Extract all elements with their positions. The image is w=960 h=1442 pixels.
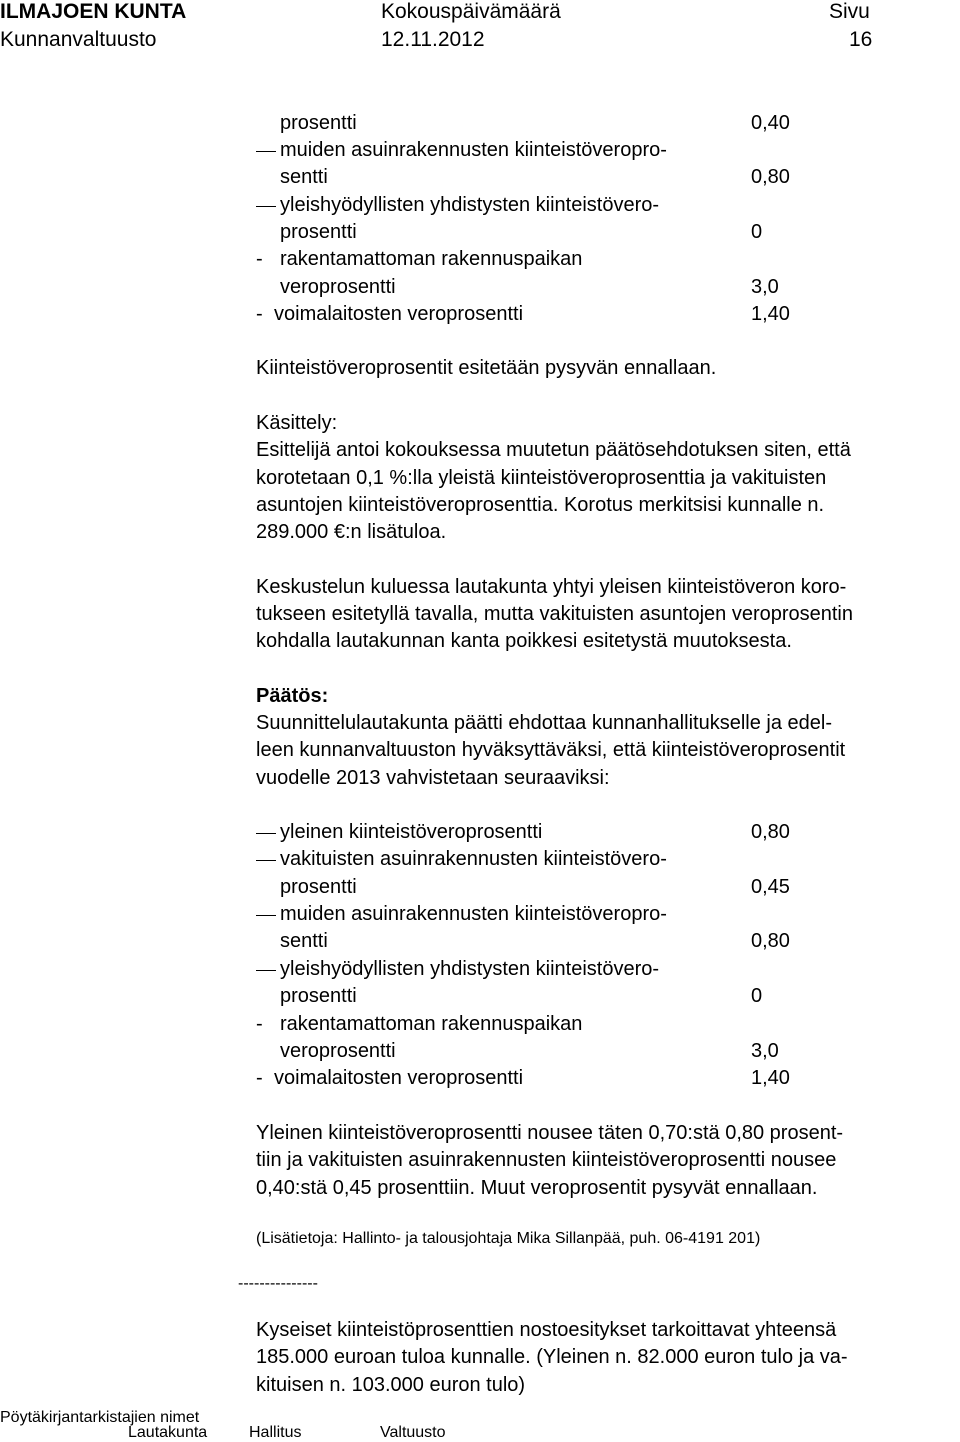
list-item-value: 0,80	[751, 821, 790, 843]
list-item-label: voimalaitosten veroprosentti	[274, 303, 524, 325]
hyphen-bullet: -	[256, 248, 263, 270]
list-item-value: 3,0	[751, 276, 779, 298]
list-item-value: 0,80	[751, 166, 790, 188]
paragraph-line: asuntojen kiinteistöveroprosenttia. Korotus merkitsisi kunnalle n.	[256, 494, 825, 516]
meeting-body: Kunnanvaltuusto	[0, 28, 157, 51]
footer-col-lautakunta: Lautakunta	[128, 1424, 208, 1441]
list-item-label: yleinen kiinteistöveroprosentti	[280, 821, 543, 843]
list-item-label: rakentamattoman rakennuspaikan	[280, 1013, 583, 1035]
hyphen-bullet: -	[256, 1013, 263, 1035]
page-label: Sivu	[829, 0, 870, 23]
paragraph-line: tiin ja vakituisten asuinrakennusten kiinteistöveroprosentti nousee	[256, 1149, 837, 1171]
page-number: 16	[849, 28, 873, 51]
list-item-value: 1,40	[751, 303, 790, 325]
list-item-label: rakentamattoman rakennuspaikan	[280, 248, 583, 270]
list-item-value: 0	[751, 221, 763, 243]
paragraph-line: kohdalla lautakunnan kanta poikkesi esitetystä muutoksesta.	[256, 630, 792, 652]
dash-bullet-icon	[256, 151, 276, 152]
paragraph-line: Yleinen kiinteistöveroprosentti nousee täten 0,70:stä 0,80 prosent-	[256, 1122, 844, 1144]
list-item-value: 0,80	[751, 930, 790, 952]
dash-bullet-icon	[256, 970, 276, 971]
section-heading-paatos: Päätös:	[256, 685, 329, 707]
hyphen-bullet: -	[256, 303, 263, 325]
date-label: Kokouspäivämäärä	[381, 0, 561, 23]
paragraph-line: Keskustelun kuluessa lautakunta yhtyi yleisen kiinteistöveron koro-	[256, 576, 847, 598]
list-item-label: yleishyödyllisten yhdistysten kiinteistövero-	[280, 958, 660, 980]
list-item-label: muiden asuinrakennusten kiinteistöveropro-	[280, 903, 667, 925]
list-item-value: 0	[751, 985, 763, 1007]
list-item-label: veroprosentti	[280, 276, 396, 298]
hyphen-bullet: -	[256, 1067, 263, 1089]
footer-col-hallitus: Hallitus	[249, 1424, 302, 1441]
paragraph-line: leen kunnanvaltuuston hyväksyttäväksi, että kiinteistöveroprosentit	[256, 739, 846, 761]
dash-bullet-icon	[256, 915, 276, 916]
paragraph-line: Kyseiset kiinteistöprosenttien nostoesitykset tarkoittavat yhteensä	[256, 1319, 837, 1341]
section-heading-kasittely: Käsittely:	[256, 412, 338, 434]
org-name: ILMAJOEN KUNTA	[0, 0, 187, 23]
list-item-value: 0,40	[751, 112, 790, 134]
paragraph-line: 0,40:stä 0,45 prosenttiin. Muut veroprosentit pysyvät ennallaan.	[256, 1177, 818, 1199]
paragraph-line: tukseen esitetyllä tavalla, mutta vakituisten asuntojen veroprosentin	[256, 603, 854, 625]
paragraph-line: Esittelijä antoi kokouksessa muutetun päätösehdotuksen siten, että	[256, 439, 851, 461]
list-item-label: prosentti	[280, 876, 357, 898]
list-item-label: muiden asuinrakennusten kiinteistöveropro-	[280, 139, 667, 161]
dash-bullet-icon	[256, 206, 276, 207]
list-item-label: prosentti	[280, 221, 357, 243]
paragraph-kept: Kiinteistöveroprosentit esitetään pysyvän ennallaan.	[256, 357, 717, 379]
paragraph-line: 185.000 euroan tuloa kunnalle. (Yleinen n. 82.000 euron tulo ja va-	[256, 1346, 848, 1368]
list-item-label: yleishyödyllisten yhdistysten kiinteistövero-	[280, 194, 660, 216]
paragraph-line: Suunnittelulautakunta päätti ehdottaa kunnanhallitukselle ja edel-	[256, 712, 832, 734]
footer-col-valtuusto: Valtuusto	[380, 1424, 446, 1441]
paragraph-line: vuodelle 2013 vahvistetaan seuraaviksi:	[256, 767, 610, 789]
list-item-label: veroprosentti	[280, 1040, 396, 1062]
list-item-value: 0,45	[751, 876, 790, 898]
dash-bullet-icon	[256, 860, 276, 861]
list-item-value: 3,0	[751, 1040, 779, 1062]
list-item-label: prosentti	[280, 985, 357, 1007]
paragraph-line: korotetaan 0,1 %:lla yleistä kiinteistöveroprosenttia ja vakituisten	[256, 467, 827, 489]
paragraph-line: kituisen n. 103.000 euron tulo)	[256, 1374, 526, 1396]
contact-info: (Lisätietoja: Hallinto- ja talousjohtaja Mika Sillanpää, puh. 06-4191 201)	[256, 1230, 761, 1247]
paragraph-line: 289.000 €:n lisätuloa.	[256, 521, 447, 543]
separator-line: ---------------	[238, 1275, 318, 1292]
list-item-label: prosentti	[280, 112, 357, 134]
dash-bullet-icon	[256, 833, 276, 834]
footer-title: Pöytäkirjantarkistajien nimet	[0, 1409, 200, 1426]
list-item-label: vakituisten asuinrakennusten kiinteistövero-	[280, 848, 667, 870]
list-item-value: 1,40	[751, 1067, 790, 1089]
list-item-label: sentti	[280, 930, 328, 952]
list-item-label: sentti	[280, 166, 328, 188]
list-item-label: voimalaitosten veroprosentti	[274, 1067, 524, 1089]
meeting-date: 12.11.2012	[381, 28, 485, 51]
